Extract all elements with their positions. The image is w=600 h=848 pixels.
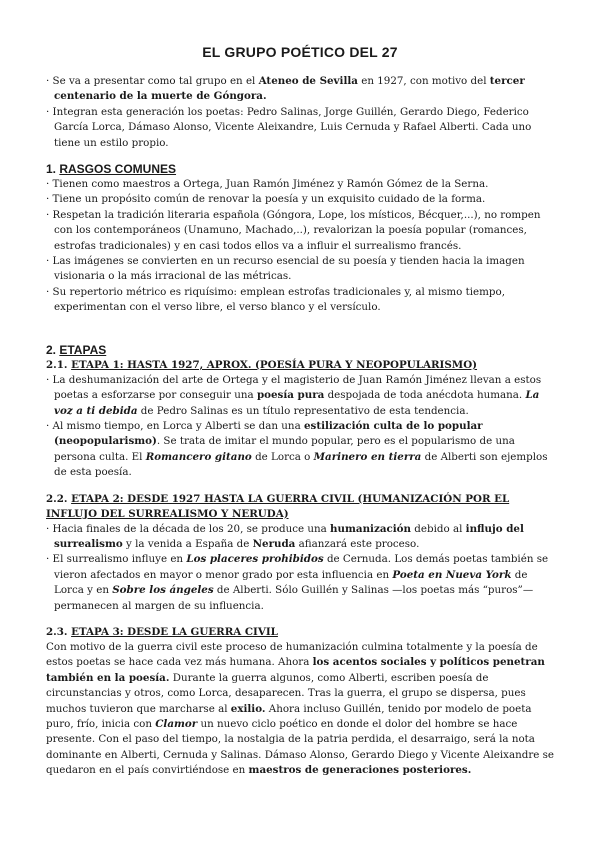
text: de Lorca o — [251, 450, 314, 463]
bold-text: maestros de generaciones posteriores. — [248, 764, 472, 777]
list-item: · Respetan la tradición literaria española (Góngora, Lope, los místicos, Bécquer,...), no rompen con los contemporáneos (Unamuno, Machado,..), revalorizan la poesía popular (romances, estrofas tradicionales) y en casi todos ellos va a influir el surrealismo francés. — [46, 208, 556, 254]
list-item: · Tienen como maestros a Ortega, Juan Ramón Jiménez y Ramón Gómez de la Serna. — [46, 177, 556, 192]
spacer — [46, 151, 556, 162]
text: de Alberti. Sólo Guillén y Salinas —los poetas más “puros”— permanecen al margen de su influencia. — [54, 584, 534, 612]
intro-item — [46, 74, 556, 105]
bold-text: tercer centenario de la muerte de Góngora. — [54, 75, 525, 103]
spacer — [46, 614, 556, 625]
text: Con motivo de la guerra civil este proceso de humanización culmina totalmente y la poesía de estos poetas se hace cada vez más humana. Ahora — [46, 640, 538, 669]
section-title: RASGOS COMUNES — [59, 162, 177, 177]
text: de Cernuda. Los demás poetas también se vieron afectados en mayor o menor grado por esta influencia en — [54, 553, 549, 581]
subsection-title: ETAPA 1: HASTA 1927, APROX. (POESÍA PURA Y NEOPOPULARISMO) — [71, 358, 478, 371]
list-item — [46, 552, 556, 614]
text: un nuevo ciclo poético en donde el dolor del hombre se hace presente. Con el paso del tiempo, la nostalgia de la patria perdida, el desarraigo, será la nota dominante en Alberti, Cernuda y Salinas. Dámaso Alonso, Gerardo Diego y Vicente Aleixandre se quedaron en el país convirtiéndose en — [46, 718, 555, 777]
text: de Lorca y en — [54, 568, 528, 597]
text: Integran esta generación los poetas: Pedro Salinas, Jorge Guillén, Gerardo Diego, Federico García Lorca, Dámaso Alonso, Vicente Aleixandre, Luis Cernuda y Rafael Alberti. Cada uno tiene un estilo propio. — [52, 105, 532, 149]
text: y la venida a España de — [122, 537, 253, 550]
subsection-number: 2.1. — [46, 358, 72, 371]
text: debido al — [411, 522, 466, 535]
subsection-heading-etapa-2 — [46, 492, 556, 522]
book-title: Sobre los ángeles — [112, 584, 214, 597]
list-item: · Su repertorio métrico es riquísimo: emplean estrofas tradicionales y, al mismo tiempo, experimentan con el verso libre, el verso blanco y el versículo. — [46, 285, 556, 316]
text: La deshumanización del arte de Ortega y el magisterio de Juan Ramón Jiménez llevan a estos poetas a esforzarse por conseguir una — [52, 373, 542, 402]
subsection-title: ETAPA 3: DESDE LA GUERRA CIVIL — [71, 625, 278, 638]
list-item: · Las imágenes se convierten en un recurso esencial de su poesía y tienden hacia la imagen visionaria o la más irracional de las métricas. — [46, 254, 556, 285]
bold-text: Ateneo de Sevilla — [258, 75, 358, 87]
list-item — [46, 522, 556, 553]
bold-text: los acentos sociales y políticos penetran también en la poesía. — [46, 656, 545, 684]
text: Se va a presentar como tal grupo en el — [52, 75, 259, 87]
bold-text: poesía pura — [256, 389, 325, 402]
section-number: 1. — [46, 162, 60, 177]
list-item — [46, 419, 556, 481]
section-number: 2. — [46, 342, 60, 357]
book-title: Romancero gitano — [145, 450, 252, 463]
text: en 1927, con motivo del — [357, 75, 490, 87]
text: Hacia finales de la década de los 20, se produce una — [52, 522, 331, 535]
spacer — [46, 481, 556, 492]
text: afianzará este proceso. — [295, 537, 420, 550]
paragraph — [46, 640, 556, 779]
section-heading-rasgos — [46, 162, 556, 177]
text: Durante la guerra algunos, como Alberti, escriben poesía de circunstancias y otros, como Lorca, desaparecen. Tras la guerra, el grupo se dispersa, pues muchos tuvieron que marcharse al — [46, 671, 526, 715]
book-title: Marinero en tierra — [313, 450, 422, 463]
bold-text: exilio. — [230, 702, 266, 715]
spacer — [46, 316, 556, 343]
text: Ahora incluso Guillén, tenido por modelo de poeta puro, frío, inicia con — [46, 702, 532, 730]
book-title: Los placeres prohibidos — [186, 553, 324, 566]
text: El surrealismo influye en — [52, 553, 187, 566]
text: de Alberti son ejemplos de esta poesía. — [54, 450, 548, 479]
text: despojada de toda anécdota humana. — [324, 389, 526, 402]
book-title: Clamor — [155, 718, 198, 730]
bold-text: estilización culta de lo popular (neopopularismo) — [54, 419, 483, 448]
bold-text: Neruda — [252, 537, 296, 550]
section-heading-etapas — [46, 343, 556, 358]
list-item: · Tiene un propósito común de renovar la poesía y un exquisito cuidado de la forma. — [46, 192, 556, 207]
subsection-heading-etapa-3 — [46, 625, 556, 640]
text: . Se trata de imitar el mundo popular, pero es el popularismo de una persona culta. El — [54, 435, 515, 463]
subsection-title: ETAPA 2: DESDE 1927 HASTA LA GUERRA CIVIL (HUMANIZACIÓN POR EL INFLUJO DEL SURREALISMO Y NERUDA) — [46, 492, 510, 520]
subsection-heading-etapa-1 — [46, 358, 556, 373]
book-title: Poeta en Nueva York — [392, 568, 512, 581]
subsection-number: 2.3. — [46, 625, 72, 638]
subsection-number: 2.2. — [46, 492, 72, 505]
list-item — [46, 373, 556, 419]
intro-item — [46, 105, 556, 151]
section-title: ETAPAS — [59, 342, 107, 357]
page-title: EL GRUPO POÉTICO DEL 27 — [202, 44, 398, 60]
bold-text: humanización — [330, 522, 412, 535]
text: de Pedro Salinas es un título representativo de esta tendencia. — [137, 404, 469, 417]
text: Al mismo tiempo, en Lorca y Alberti se dan una — [52, 419, 304, 432]
document-body — [46, 74, 556, 779]
book-title: La voz a ti debida — [54, 389, 540, 417]
bold-text: influjo del surrealismo — [54, 522, 524, 550]
